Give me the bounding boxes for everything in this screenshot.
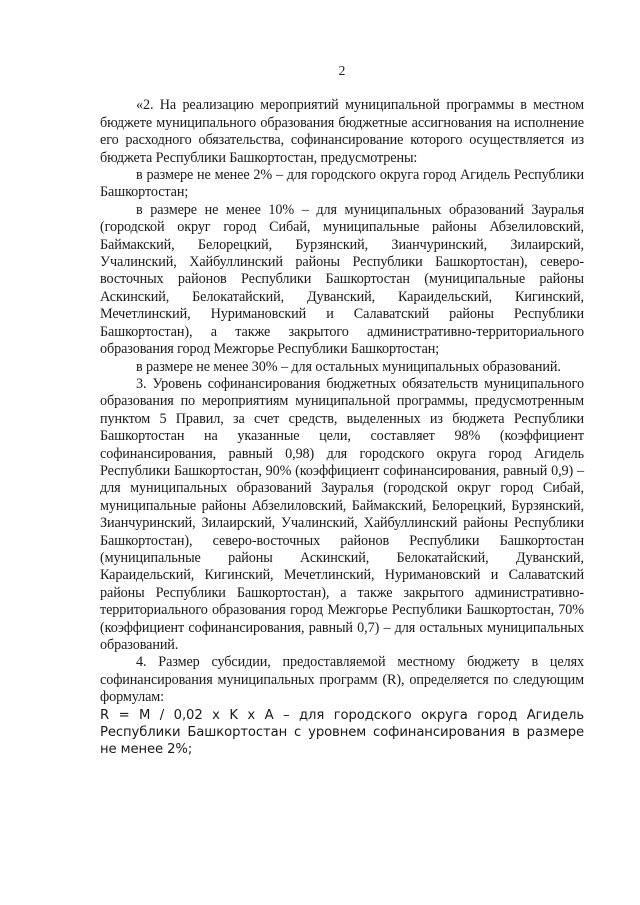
formula-paragraph: R = M / 0,02 x K x A – для городского округа город Агидель Республики Башкортостан с уровнем софинансирования в размере не менее 2%; (100, 707, 584, 758)
paragraph-clause-4: 4. Размер субсидии, предоставляемой местному бюджету в целях софинансирования муниципальных программ (R), определяется по следующим формулам: (100, 654, 584, 706)
paragraph-agidel-2-percent: в размере не менее 2% – для городского округа город Агидель Республики Башкортостан; (100, 167, 584, 201)
page-number: 2 (338, 63, 346, 78)
paragraph-clause-3: 3. Уровень софинансирования бюджетных обязательств муниципального образования по мероприятиям муниципальной программы, предусмотренным пунктом 5 Правил, за счет средств, выделенных из бюджета Республики Башкортостан на указанные цели, составляет 98% (коэффициент софинансирования, равный 0,98) для городского округа город Агидель Республики Башкортостан, 90% (коэффициент софинансирования, равный 0,9) – для муниципальных образований Зауралья (городской округ город Сибай, муниципальные районы Абзелиловский, Баймакский, Белорецкий, Бурзянский, Зианчуринский, Зилаирский, Учалинский, Хайбуллинский районы Республики Башкортостан), северо-восточных районов Республики Башкортостан (муниципальные районы Аскинский, Белокатайский, Дуванский, Караидельский, Кигинский, Мечетлинский, Нуримановский и Салаватский районы Республики Башкортостан), а также закрытого административно-территориального образования город Межгорье Республики Башкортостан, 70% (коэффициент софинансирования, равный 0,7) – для остальных муниципальных образований. (100, 375, 584, 653)
paragraph-clause-2: «2. На реализацию мероприятий муниципальной программы в местном бюджете муниципального образования бюджетные ассигнования на исполнение его расходного обязательства, софинансирование которого осуществляется из бюджета Республики Башкортостан, предусмотрены: (100, 97, 584, 166)
paragraph-zauralye-10-percent: в размере не менее 10% – для муниципальных образований Зауралья (городской округ город Сибай, муниципальные районы Абзелиловский, Баймакский, Белорецкий, Бурзянский, Зианчуринский, Зилаирский, Учалинский, Хайбуллинский районы Республики Башкортостан), северо-восточных районов Республики Башкортостан (муниципальные районы Аскинский, Белокатайский, Дуванский, Караидельский, Кигинский, Мечетлинский, Нуримановский и Салаватский районы Республики Башкортостан), а также закрытого административно-территориального образования город Межгорье Республики Башкортостан; (100, 201, 584, 358)
document-page (100, 62, 584, 759)
paragraph-others-30-percent: в размере не менее 30% – для остальных муниципальных образований. (136, 358, 561, 375)
